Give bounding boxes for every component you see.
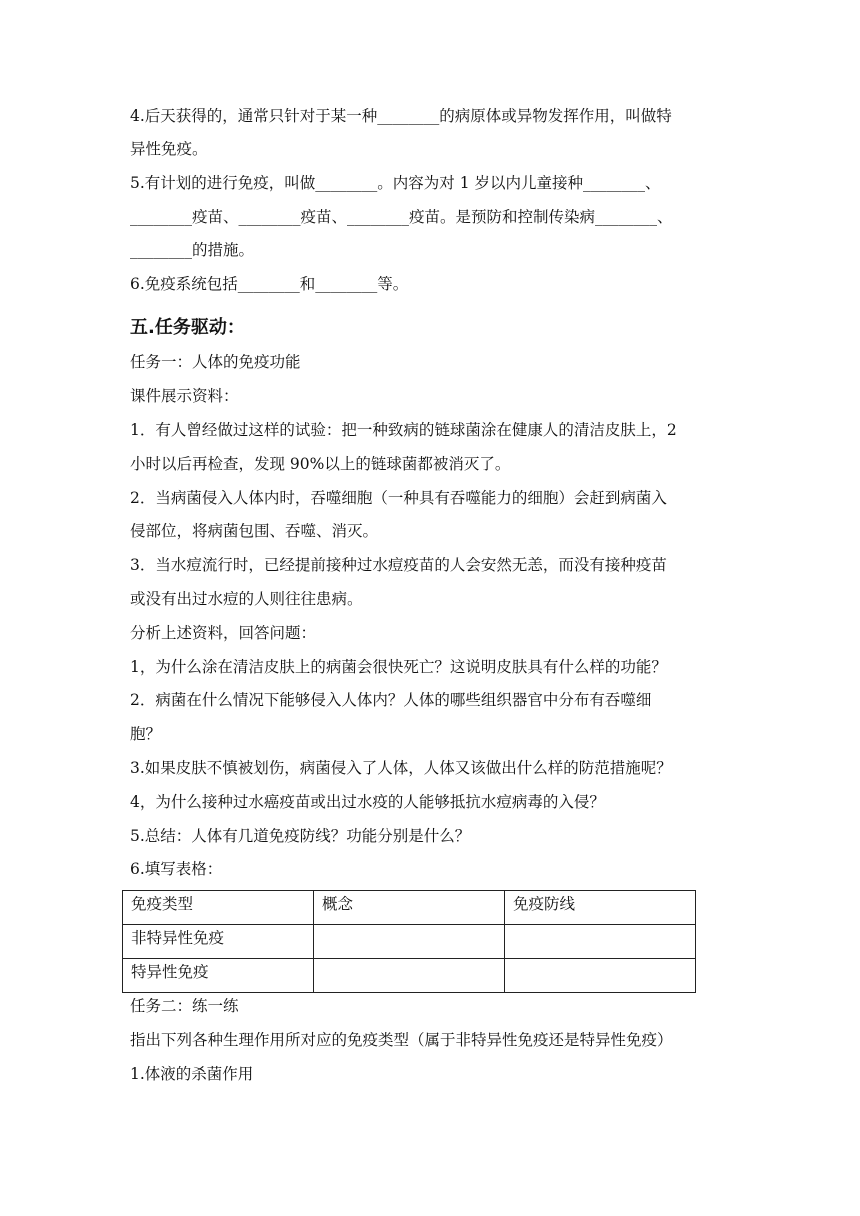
table-cell — [505, 925, 696, 959]
material-2-line-1: 2．当病菌侵入人体内时，吞噬细胞（一种具有吞噬能力的细胞）会赶到病菌入 — [130, 489, 667, 507]
analysis-question-6: 6.填写表格： — [130, 860, 223, 878]
task-2-title: 任务二：练一练 — [130, 997, 239, 1015]
table-cell — [314, 925, 505, 959]
table-cell — [314, 959, 505, 993]
material-1-line-1: 1．有人曾经做过这样的试验：把一种致病的链球菌涂在健康人的清洁皮肤上，2 — [130, 421, 677, 439]
table-cell: 非特异性免疫 — [123, 925, 314, 959]
material-3-line-1: 3．当水痘流行时，已经提前接种过水痘疫苗的人会安然无恙，而没有接种疫苗 — [130, 556, 667, 574]
analysis-question-5: 5.总结：人体有几道免疫防线？功能分别是什么？ — [130, 827, 471, 845]
analysis-question-2-line-1: 2．病菌在什么情况下能够侵入人体内？人体的哪些组织器官中分布有吞噬细 — [130, 691, 652, 709]
materials-label: 课件展示资料： — [130, 387, 239, 405]
question-5-line-1: 5.有计划的进行免疫，叫做________。内容为对 1 岁以内儿童接种________、 — [130, 174, 661, 192]
question-5-line-3: ________的措施。 — [130, 241, 255, 259]
question-4-line-1: 4.后天获得的，通常只针对于某一种________的病原体或异物发挥作用，叫做特 — [130, 107, 672, 125]
question-6-line: 6.免疫系统包括________和________等。 — [130, 275, 409, 293]
table-header-cell: 免疫防线 — [505, 891, 696, 925]
table-header-row — [123, 891, 696, 925]
material-1-line-2: 小时以后再检查，发现 90%以上的链球菌都被消灭了。 — [130, 455, 511, 473]
analysis-question-1: 1，为什么涂在清洁皮肤上的病菌会很快死亡？这说明皮肤具有什么样的功能？ — [130, 658, 667, 676]
immunity-table — [122, 890, 696, 993]
table-cell: 特异性免疫 — [123, 959, 314, 993]
table-cell — [505, 959, 696, 993]
material-3-line-2: 或没有出过水痘的人则往往患病。 — [130, 590, 363, 608]
table-header-cell: 免疫类型 — [123, 891, 314, 925]
section-heading: 五.任务驱动： — [130, 317, 245, 338]
task-2-instruction: 指出下列各种生理作用所对应的免疫类型（属于非特异性免疫还是特异性免疫） — [130, 1031, 673, 1049]
task-1-title: 任务一：人体的免疫功能 — [130, 353, 301, 371]
table-row — [123, 925, 696, 959]
analysis-question-4: 4，为什么接种过水癌疫苗或出过水疫的人能够抵抗水痘病毒的入侵？ — [130, 793, 605, 811]
analysis-question-3: 3.如果皮肤不慎被划伤，病菌侵入了人体，人体又该做出什么样的防范措施呢？ — [130, 759, 672, 777]
material-2-line-2: 侵部位，将病菌包围、吞噬、消灭。 — [130, 522, 379, 540]
question-5-line-2: ________疫苗、________疫苗、________疫苗。是预防和控制传染病________、 — [130, 208, 673, 226]
question-4-line-2: 异性免疫。 — [130, 140, 208, 158]
table-row — [123, 959, 696, 993]
table-header-cell: 概念 — [314, 891, 505, 925]
analysis-question-2-line-2: 胞？ — [130, 725, 162, 743]
task-2-item-1: 1.体液的杀菌作用 — [130, 1065, 254, 1083]
analysis-prompt: 分析上述资料，回答问题： — [130, 624, 317, 642]
